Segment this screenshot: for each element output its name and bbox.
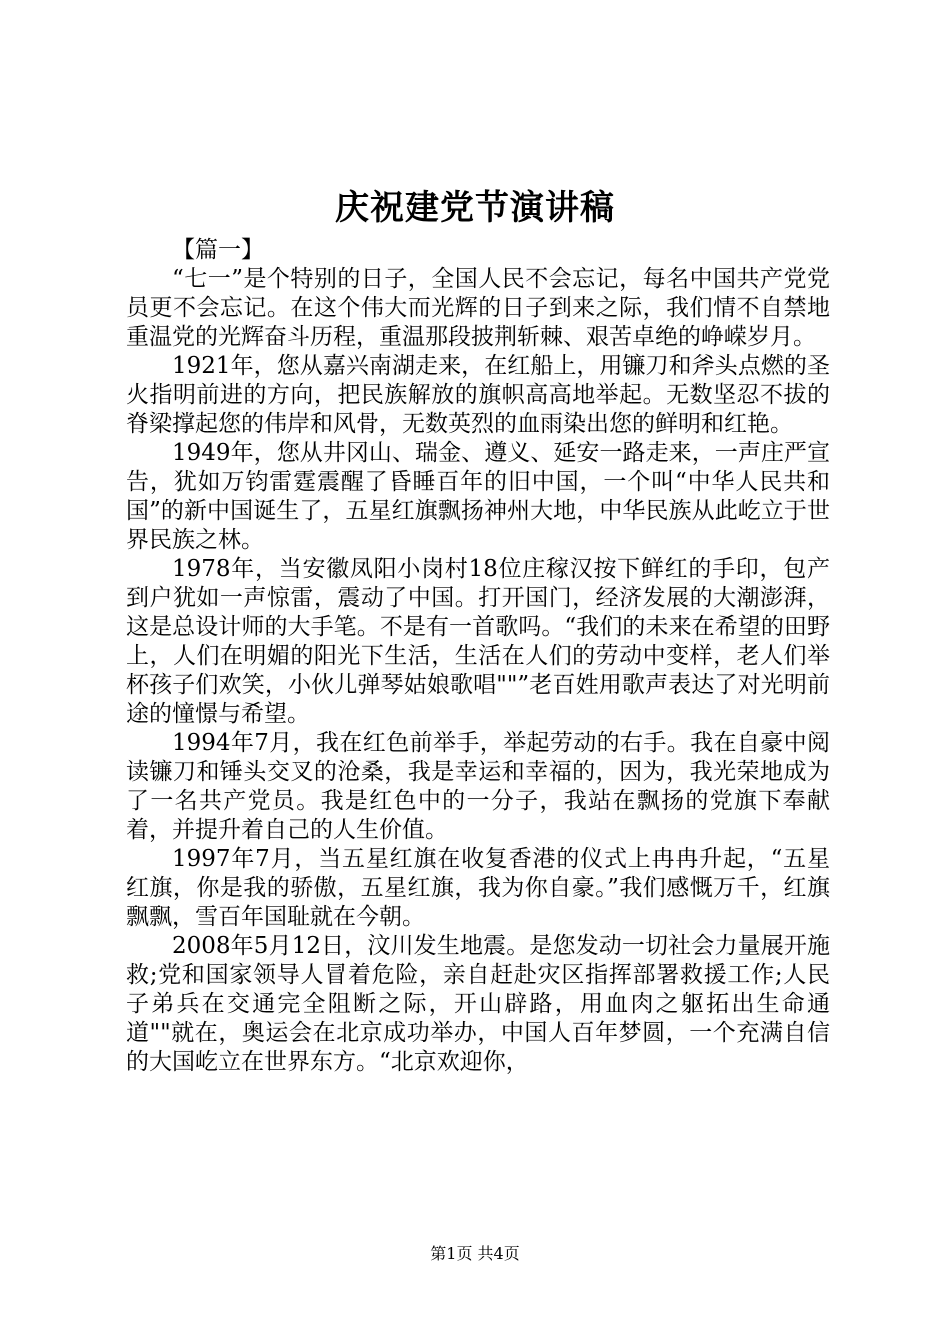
document-title: 庆祝建党节演讲稿 [335, 188, 615, 228]
paragraph: 1994年7月，我在红色前举手，举起劳动的右手。我在自豪中阅读镰刀和锤头交叉的沧桑，我是幸运和幸福的，因为，我光荣地成为了一名共产党员。我是红色中的一分子，我站在飘扬的党旗下奉献着，并提升着自己的人生价值。 [126, 730, 830, 843]
page-footer: 第1页 共4页 [430, 1244, 520, 1263]
paragraph: “七一”是个特别的日子，全国人民不会忘记，每名中国共产党党员更不会忘记。在这个伟大而光辉的日子到来之际，我们情不自禁地重温党的光辉奋斗历程，重温那段披荆斩棘、艰苦卓绝的峥嵘岁月。 [126, 266, 830, 350]
section-heading: 【篇一】 [172, 237, 264, 263]
paragraph: 1949年，您从井冈山、瑞金、遵义、延安一路走来，一声庄严宣告，犹如万钧雷霆震醒了昏睡百年的旧中国，一个叫“中华人民共和国”的新中国诞生了，五星红旗飘扬神州大地，中华民族从此屹立于世界民族之林。 [126, 440, 830, 553]
paragraph: 2008年5月12日，汶川发生地震。是您发动一切社会力量展开施救;党和国家领导人冒着危险，亲自赶赴灾区指挥部署救援工作;人民子弟兵在交通完全阻断之际，开山辟路，用血肉之躯拓出生命通道""就在，奥运会在北京成功举办，中国人百年梦圆，一个充满自信的大国屹立在世界东方。“北京欢迎你， [126, 933, 830, 1075]
paragraph: 1978年，当安徽凤阳小岗村18位庄稼汉按下鲜红的手印，包产到户犹如一声惊雷，震动了中国。打开国门，经济发展的大潮澎湃，这是总设计师的大手笔。不是有一首歌吗。“我们的未来在希望的田野上，人们在明媚的阳光下生活，生活在人们的劳动中变样，老人们举杯孩子们欢笑，小伙儿弹琴姑娘歌唱""”老百姓用歌声表达了对光明前途的憧憬与希望。 [126, 556, 830, 727]
document-body [126, 236, 830, 1077]
paragraph: 1921年，您从嘉兴南湖走来，在红船上，用镰刀和斧头点燃的圣火指明前进的方向，把民族解放的旗帜高高地举起。无数坚忍不拔的脊梁撑起您的伟岸和风骨，无数英烈的血雨染出您的鲜明和红艳。 [126, 353, 830, 437]
paragraph: 1997年7月，当五星红旗在收复香港的仪式上冉冉升起，“五星红旗，你是我的骄傲，五星红旗，我为你自豪。”我们感慨万千，红旗飘飘，雪百年国耻就在今朝。 [126, 846, 830, 930]
